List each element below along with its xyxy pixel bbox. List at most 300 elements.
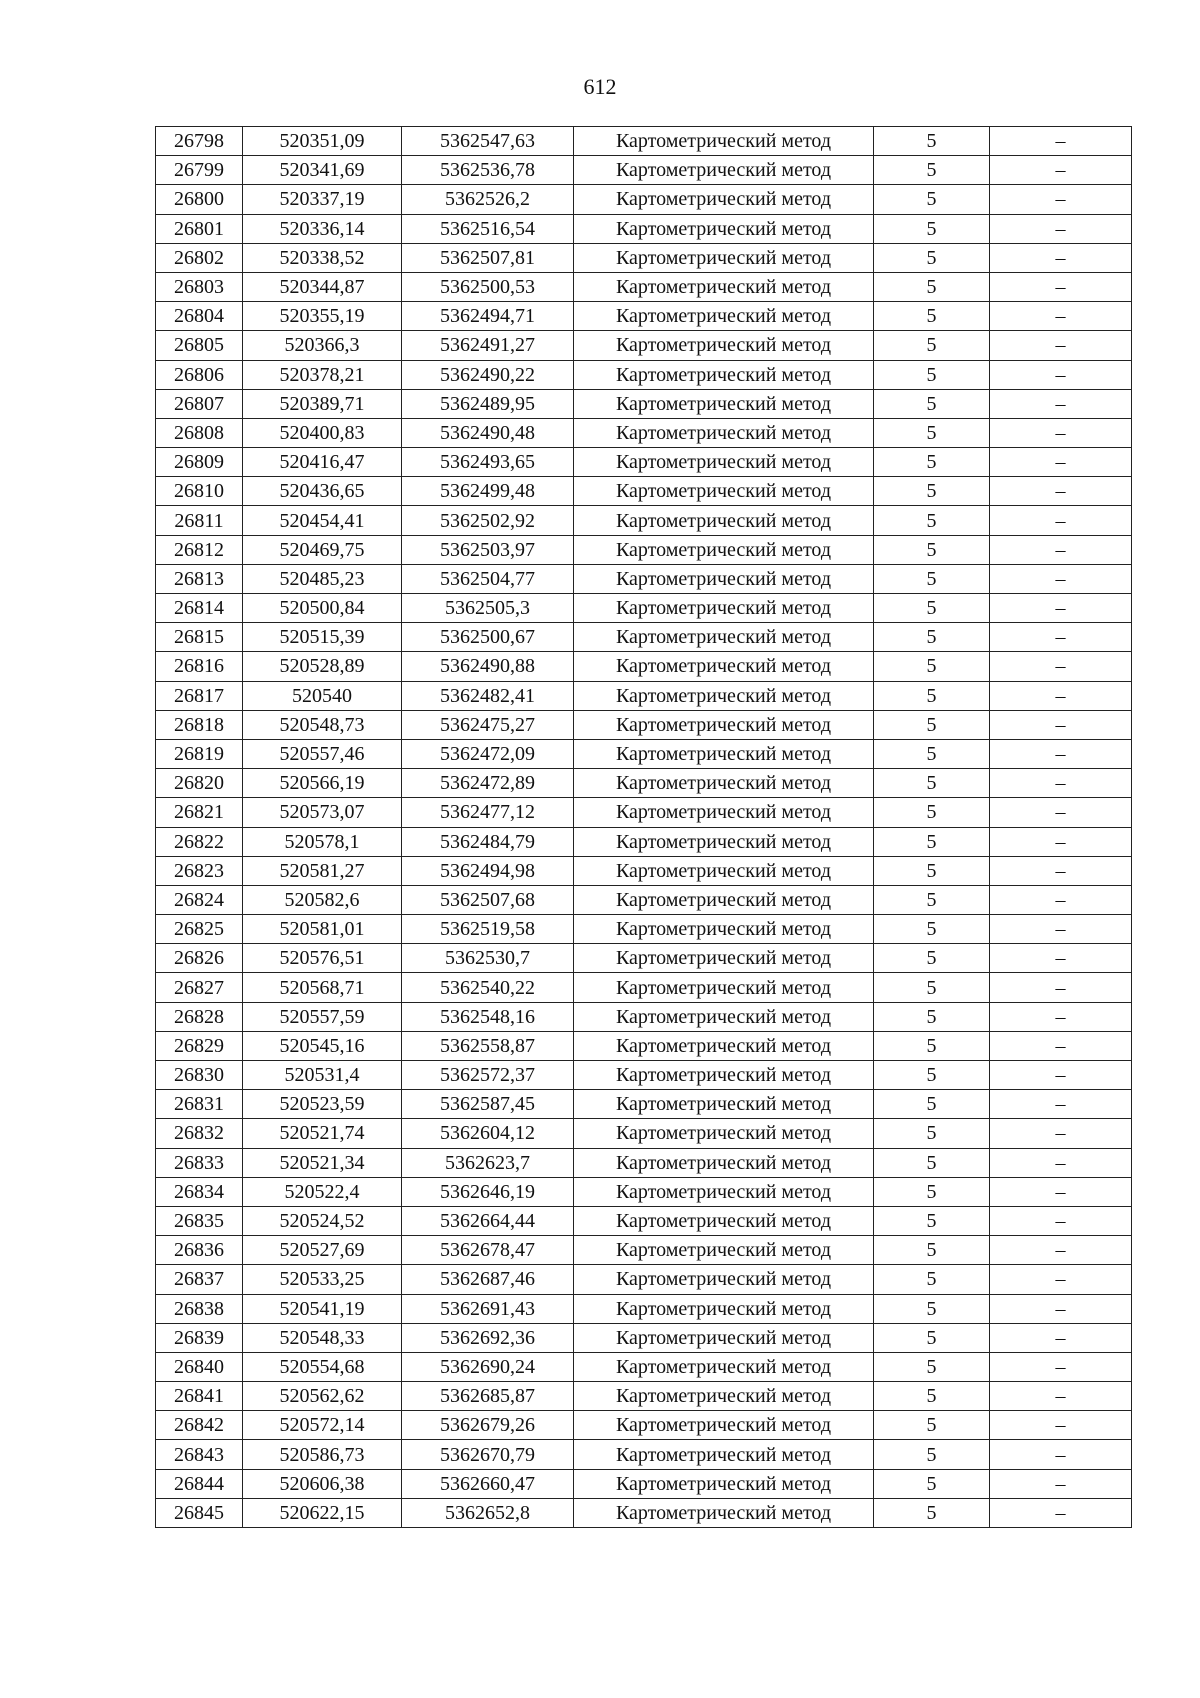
accuracy-cell: 5 (874, 1002, 990, 1031)
table-row (156, 769, 1132, 798)
table-row (156, 710, 1132, 739)
x-coordinate-cell: 520528,89 (243, 652, 402, 681)
y-coordinate-cell: 5362548,16 (402, 1002, 574, 1031)
accuracy-cell: 5 (874, 506, 990, 535)
note-cell: – (990, 1206, 1132, 1235)
x-coordinate-cell: 520540 (243, 681, 402, 710)
y-coordinate-cell: 5362507,68 (402, 885, 574, 914)
note-cell: – (990, 564, 1132, 593)
y-coordinate-cell: 5362540,22 (402, 973, 574, 1002)
accuracy-cell: 5 (874, 302, 990, 331)
accuracy-cell: 5 (874, 185, 990, 214)
note-cell: – (990, 944, 1132, 973)
method-cell: Картометрический метод (574, 214, 874, 243)
table-row (156, 798, 1132, 827)
note-cell: – (990, 623, 1132, 652)
accuracy-cell: 5 (874, 418, 990, 447)
x-coordinate-cell: 520548,73 (243, 710, 402, 739)
method-cell: Картометрический метод (574, 1440, 874, 1469)
x-coordinate-cell: 520355,19 (243, 302, 402, 331)
accuracy-cell: 5 (874, 973, 990, 1002)
note-cell: – (990, 652, 1132, 681)
note-cell: – (990, 1148, 1132, 1177)
point-number-cell: 26803 (156, 272, 243, 301)
x-coordinate-cell: 520527,69 (243, 1236, 402, 1265)
note-cell: – (990, 331, 1132, 360)
method-cell: Картометрический метод (574, 156, 874, 185)
accuracy-cell: 5 (874, 1440, 990, 1469)
point-number-cell: 26845 (156, 1498, 243, 1527)
accuracy-cell: 5 (874, 798, 990, 827)
x-coordinate-cell: 520568,71 (243, 973, 402, 1002)
method-cell: Картометрический метод (574, 1236, 874, 1265)
note-cell: – (990, 739, 1132, 768)
table-row (156, 1469, 1132, 1498)
point-number-cell: 26801 (156, 214, 243, 243)
note-cell: – (990, 1177, 1132, 1206)
table-row (156, 1119, 1132, 1148)
note-cell: – (990, 1469, 1132, 1498)
point-number-cell: 26841 (156, 1382, 243, 1411)
y-coordinate-cell: 5362482,41 (402, 681, 574, 710)
note-cell: – (990, 156, 1132, 185)
x-coordinate-cell: 520562,62 (243, 1382, 402, 1411)
y-coordinate-cell: 5362685,87 (402, 1382, 574, 1411)
accuracy-cell: 5 (874, 652, 990, 681)
page-number: 612 (583, 74, 617, 99)
note-cell: – (990, 1498, 1132, 1527)
table-row (156, 477, 1132, 506)
table-row (156, 506, 1132, 535)
accuracy-cell: 5 (874, 944, 990, 973)
y-coordinate-cell: 5362490,22 (402, 360, 574, 389)
coordinates-table (155, 126, 1132, 1528)
method-cell: Картометрический метод (574, 506, 874, 535)
accuracy-cell: 5 (874, 623, 990, 652)
table-row (156, 1382, 1132, 1411)
table-row (156, 1265, 1132, 1294)
point-number-cell: 26812 (156, 535, 243, 564)
method-cell: Картометрический метод (574, 1498, 874, 1527)
method-cell: Картометрический метод (574, 1090, 874, 1119)
accuracy-cell: 5 (874, 389, 990, 418)
x-coordinate-cell: 520366,3 (243, 331, 402, 360)
point-number-cell: 26832 (156, 1119, 243, 1148)
method-cell: Картометрический метод (574, 1265, 874, 1294)
y-coordinate-cell: 5362687,46 (402, 1265, 574, 1294)
point-number-cell: 26806 (156, 360, 243, 389)
x-coordinate-cell: 520485,23 (243, 564, 402, 593)
note-cell: – (990, 681, 1132, 710)
y-coordinate-cell: 5362500,67 (402, 623, 574, 652)
accuracy-cell: 5 (874, 769, 990, 798)
note-cell: – (990, 214, 1132, 243)
note-cell: – (990, 885, 1132, 914)
note-cell: – (990, 535, 1132, 564)
y-coordinate-cell: 5362516,54 (402, 214, 574, 243)
point-number-cell: 26809 (156, 448, 243, 477)
point-number-cell: 26802 (156, 243, 243, 272)
accuracy-cell: 5 (874, 915, 990, 944)
point-number-cell: 26805 (156, 331, 243, 360)
method-cell: Картометрический метод (574, 827, 874, 856)
note-cell: – (990, 360, 1132, 389)
note-cell: – (990, 1352, 1132, 1381)
table-row (156, 623, 1132, 652)
method-cell: Картометрический метод (574, 1352, 874, 1381)
y-coordinate-cell: 5362587,45 (402, 1090, 574, 1119)
table-row (156, 1440, 1132, 1469)
accuracy-cell: 5 (874, 1323, 990, 1352)
accuracy-cell: 5 (874, 1119, 990, 1148)
x-coordinate-cell: 520586,73 (243, 1440, 402, 1469)
y-coordinate-cell: 5362678,47 (402, 1236, 574, 1265)
table-row (156, 1177, 1132, 1206)
x-coordinate-cell: 520400,83 (243, 418, 402, 447)
table-row (156, 1148, 1132, 1177)
method-cell: Картометрический метод (574, 1148, 874, 1177)
table-row (156, 360, 1132, 389)
x-coordinate-cell: 520557,59 (243, 1002, 402, 1031)
accuracy-cell: 5 (874, 360, 990, 389)
point-number-cell: 26830 (156, 1061, 243, 1090)
x-coordinate-cell: 520523,59 (243, 1090, 402, 1119)
y-coordinate-cell: 5362490,88 (402, 652, 574, 681)
point-number-cell: 26834 (156, 1177, 243, 1206)
accuracy-cell: 5 (874, 331, 990, 360)
note-cell: – (990, 594, 1132, 623)
x-coordinate-cell: 520416,47 (243, 448, 402, 477)
accuracy-cell: 5 (874, 1498, 990, 1527)
point-number-cell: 26811 (156, 506, 243, 535)
x-coordinate-cell: 520541,19 (243, 1294, 402, 1323)
table-row (156, 1411, 1132, 1440)
y-coordinate-cell: 5362494,98 (402, 856, 574, 885)
table-row (156, 1294, 1132, 1323)
point-number-cell: 26829 (156, 1031, 243, 1060)
x-coordinate-cell: 520521,74 (243, 1119, 402, 1148)
point-number-cell: 26799 (156, 156, 243, 185)
accuracy-cell: 5 (874, 477, 990, 506)
table-row (156, 885, 1132, 914)
table-row (156, 418, 1132, 447)
point-number-cell: 26816 (156, 652, 243, 681)
point-number-cell: 26800 (156, 185, 243, 214)
table-row (156, 1031, 1132, 1060)
note-cell: – (990, 302, 1132, 331)
x-coordinate-cell: 520582,6 (243, 885, 402, 914)
y-coordinate-cell: 5362660,47 (402, 1469, 574, 1498)
method-cell: Картометрический метод (574, 243, 874, 272)
note-cell: – (990, 710, 1132, 739)
accuracy-cell: 5 (874, 1206, 990, 1235)
point-number-cell: 26835 (156, 1206, 243, 1235)
table-row (156, 739, 1132, 768)
point-number-cell: 26814 (156, 594, 243, 623)
point-number-cell: 26820 (156, 769, 243, 798)
y-coordinate-cell: 5362477,12 (402, 798, 574, 827)
accuracy-cell: 5 (874, 214, 990, 243)
accuracy-cell: 5 (874, 1411, 990, 1440)
point-number-cell: 26837 (156, 1265, 243, 1294)
note-cell: – (990, 1031, 1132, 1060)
x-coordinate-cell: 520521,34 (243, 1148, 402, 1177)
table-row (156, 856, 1132, 885)
note-cell: – (990, 418, 1132, 447)
y-coordinate-cell: 5362679,26 (402, 1411, 574, 1440)
method-cell: Картометрический метод (574, 1469, 874, 1498)
point-number-cell: 26838 (156, 1294, 243, 1323)
accuracy-cell: 5 (874, 1061, 990, 1090)
note-cell: – (990, 1119, 1132, 1148)
point-number-cell: 26824 (156, 885, 243, 914)
x-coordinate-cell: 520606,38 (243, 1469, 402, 1498)
y-coordinate-cell: 5362526,2 (402, 185, 574, 214)
accuracy-cell: 5 (874, 127, 990, 156)
table-row (156, 1206, 1132, 1235)
x-coordinate-cell: 520533,25 (243, 1265, 402, 1294)
table-row (156, 973, 1132, 1002)
x-coordinate-cell: 520572,14 (243, 1411, 402, 1440)
point-number-cell: 26823 (156, 856, 243, 885)
point-number-cell: 26828 (156, 1002, 243, 1031)
accuracy-cell: 5 (874, 448, 990, 477)
table-row (156, 1002, 1132, 1031)
x-coordinate-cell: 520581,01 (243, 915, 402, 944)
note-cell: – (990, 127, 1132, 156)
x-coordinate-cell: 520545,16 (243, 1031, 402, 1060)
table-row (156, 1323, 1132, 1352)
x-coordinate-cell: 520389,71 (243, 389, 402, 418)
accuracy-cell: 5 (874, 1090, 990, 1119)
note-cell: – (990, 185, 1132, 214)
note-cell: – (990, 856, 1132, 885)
accuracy-cell: 5 (874, 1177, 990, 1206)
note-cell: – (990, 243, 1132, 272)
y-coordinate-cell: 5362491,27 (402, 331, 574, 360)
method-cell: Картометрический метод (574, 856, 874, 885)
point-number-cell: 26815 (156, 623, 243, 652)
point-number-cell: 26844 (156, 1469, 243, 1498)
x-coordinate-cell: 520573,07 (243, 798, 402, 827)
method-cell: Картометрический метод (574, 594, 874, 623)
method-cell: Картометрический метод (574, 1031, 874, 1060)
method-cell: Картометрический метод (574, 769, 874, 798)
point-number-cell: 26813 (156, 564, 243, 593)
method-cell: Картометрический метод (574, 127, 874, 156)
accuracy-cell: 5 (874, 1469, 990, 1498)
note-cell: – (990, 1090, 1132, 1119)
accuracy-cell: 5 (874, 243, 990, 272)
method-cell: Картометрический метод (574, 798, 874, 827)
method-cell: Картометрический метод (574, 944, 874, 973)
method-cell: Картометрический метод (574, 302, 874, 331)
method-cell: Картометрический метод (574, 477, 874, 506)
x-coordinate-cell: 520351,09 (243, 127, 402, 156)
accuracy-cell: 5 (874, 272, 990, 301)
table-row (156, 944, 1132, 973)
table-row (156, 1090, 1132, 1119)
accuracy-cell: 5 (874, 1031, 990, 1060)
note-cell: – (990, 1061, 1132, 1090)
y-coordinate-cell: 5362500,53 (402, 272, 574, 301)
x-coordinate-cell: 520515,39 (243, 623, 402, 652)
y-coordinate-cell: 5362623,7 (402, 1148, 574, 1177)
table-row (156, 272, 1132, 301)
table-row (156, 448, 1132, 477)
method-cell: Картометрический метод (574, 885, 874, 914)
y-coordinate-cell: 5362493,65 (402, 448, 574, 477)
accuracy-cell: 5 (874, 1265, 990, 1294)
note-cell: – (990, 389, 1132, 418)
point-number-cell: 26819 (156, 739, 243, 768)
method-cell: Картометрический метод (574, 710, 874, 739)
table-row (156, 564, 1132, 593)
x-coordinate-cell: 520581,27 (243, 856, 402, 885)
method-cell: Картометрический метод (574, 973, 874, 1002)
accuracy-cell: 5 (874, 739, 990, 768)
method-cell: Картометрический метод (574, 1061, 874, 1090)
x-coordinate-cell: 520378,21 (243, 360, 402, 389)
method-cell: Картометрический метод (574, 185, 874, 214)
point-number-cell: 26833 (156, 1148, 243, 1177)
y-coordinate-cell: 5362646,19 (402, 1177, 574, 1206)
table-row (156, 389, 1132, 418)
y-coordinate-cell: 5362507,81 (402, 243, 574, 272)
accuracy-cell: 5 (874, 1294, 990, 1323)
note-cell: – (990, 769, 1132, 798)
accuracy-cell: 5 (874, 710, 990, 739)
table-row (156, 535, 1132, 564)
method-cell: Картометрический метод (574, 915, 874, 944)
note-cell: – (990, 827, 1132, 856)
note-cell: – (990, 1382, 1132, 1411)
note-cell: – (990, 1236, 1132, 1265)
method-cell: Картометрический метод (574, 418, 874, 447)
method-cell: Картометрический метод (574, 681, 874, 710)
y-coordinate-cell: 5362691,43 (402, 1294, 574, 1323)
method-cell: Картометрический метод (574, 739, 874, 768)
point-number-cell: 26822 (156, 827, 243, 856)
table-row (156, 827, 1132, 856)
note-cell: – (990, 1002, 1132, 1031)
y-coordinate-cell: 5362558,87 (402, 1031, 574, 1060)
point-number-cell: 26810 (156, 477, 243, 506)
table-row (156, 681, 1132, 710)
y-coordinate-cell: 5362472,09 (402, 739, 574, 768)
point-number-cell: 26817 (156, 681, 243, 710)
y-coordinate-cell: 5362475,27 (402, 710, 574, 739)
x-coordinate-cell: 520576,51 (243, 944, 402, 973)
x-coordinate-cell: 520337,19 (243, 185, 402, 214)
accuracy-cell: 5 (874, 564, 990, 593)
note-cell: – (990, 272, 1132, 301)
point-number-cell: 26798 (156, 127, 243, 156)
x-coordinate-cell: 520344,87 (243, 272, 402, 301)
note-cell: – (990, 973, 1132, 1002)
note-cell: – (990, 915, 1132, 944)
point-number-cell: 26831 (156, 1090, 243, 1119)
point-number-cell: 26836 (156, 1236, 243, 1265)
y-coordinate-cell: 5362489,95 (402, 389, 574, 418)
y-coordinate-cell: 5362490,48 (402, 418, 574, 447)
table-row (156, 127, 1132, 156)
accuracy-cell: 5 (874, 856, 990, 885)
method-cell: Картометрический метод (574, 331, 874, 360)
x-coordinate-cell: 520566,19 (243, 769, 402, 798)
y-coordinate-cell: 5362503,97 (402, 535, 574, 564)
accuracy-cell: 5 (874, 1236, 990, 1265)
point-number-cell: 26827 (156, 973, 243, 1002)
method-cell: Картометрический метод (574, 1323, 874, 1352)
method-cell: Картометрический метод (574, 360, 874, 389)
accuracy-cell: 5 (874, 681, 990, 710)
y-coordinate-cell: 5362519,58 (402, 915, 574, 944)
x-coordinate-cell: 520557,46 (243, 739, 402, 768)
y-coordinate-cell: 5362484,79 (402, 827, 574, 856)
point-number-cell: 26804 (156, 302, 243, 331)
method-cell: Картометрический метод (574, 448, 874, 477)
y-coordinate-cell: 5362536,78 (402, 156, 574, 185)
accuracy-cell: 5 (874, 156, 990, 185)
point-number-cell: 26825 (156, 915, 243, 944)
table-row (156, 302, 1132, 331)
y-coordinate-cell: 5362504,77 (402, 564, 574, 593)
y-coordinate-cell: 5362652,8 (402, 1498, 574, 1527)
table-row (156, 243, 1132, 272)
y-coordinate-cell: 5362692,36 (402, 1323, 574, 1352)
point-number-cell: 26839 (156, 1323, 243, 1352)
y-coordinate-cell: 5362670,79 (402, 1440, 574, 1469)
accuracy-cell: 5 (874, 1352, 990, 1381)
point-number-cell: 26842 (156, 1411, 243, 1440)
table-row (156, 1061, 1132, 1090)
accuracy-cell: 5 (874, 535, 990, 564)
x-coordinate-cell: 520341,69 (243, 156, 402, 185)
table-row (156, 185, 1132, 214)
x-coordinate-cell: 520578,1 (243, 827, 402, 856)
accuracy-cell: 5 (874, 827, 990, 856)
method-cell: Картометрический метод (574, 652, 874, 681)
coordinates-table-body (156, 127, 1132, 1528)
table-row (156, 1236, 1132, 1265)
note-cell: – (990, 1265, 1132, 1294)
note-cell: – (990, 448, 1132, 477)
method-cell: Картометрический метод (574, 564, 874, 593)
point-number-cell: 26808 (156, 418, 243, 447)
y-coordinate-cell: 5362572,37 (402, 1061, 574, 1090)
point-number-cell: 26818 (156, 710, 243, 739)
table-row (156, 156, 1132, 185)
table-row (156, 915, 1132, 944)
note-cell: – (990, 798, 1132, 827)
method-cell: Картометрический метод (574, 272, 874, 301)
y-coordinate-cell: 5362664,44 (402, 1206, 574, 1235)
y-coordinate-cell: 5362547,63 (402, 127, 574, 156)
note-cell: – (990, 1411, 1132, 1440)
x-coordinate-cell: 520436,65 (243, 477, 402, 506)
table-row (156, 594, 1132, 623)
point-number-cell: 26826 (156, 944, 243, 973)
point-number-cell: 26807 (156, 389, 243, 418)
method-cell: Картометрический метод (574, 1411, 874, 1440)
y-coordinate-cell: 5362499,48 (402, 477, 574, 506)
x-coordinate-cell: 520554,68 (243, 1352, 402, 1381)
table-row (156, 1352, 1132, 1381)
x-coordinate-cell: 520454,41 (243, 506, 402, 535)
x-coordinate-cell: 520548,33 (243, 1323, 402, 1352)
method-cell: Картометрический метод (574, 1294, 874, 1323)
